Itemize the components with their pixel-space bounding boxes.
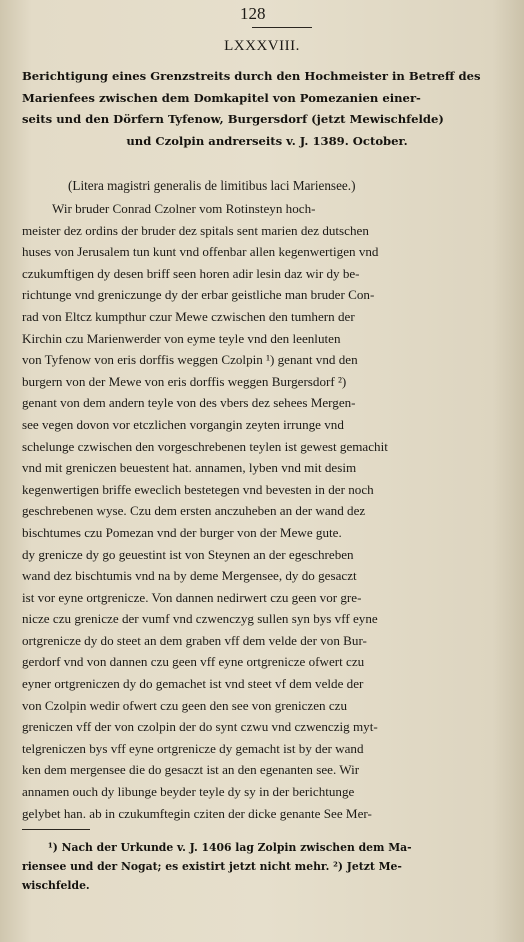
footnote-line: riensee und der Nogat; es existirt jetzt nicht mehr. ²) Jetzt Me- (22, 860, 402, 873)
body-line: bischtumes czu Pomezan vnd der burger von der Mewe gute. (22, 524, 342, 540)
document-number: LXXXVIII. (224, 38, 300, 54)
body-line: greniczen vff der von czolpin der do synt czwu vnd czwenczig myt- (22, 719, 378, 735)
footnotes (22, 838, 512, 895)
body-line: ken dem mergensee die do gesaczt ist an den egenanten see. Wir (22, 762, 360, 778)
page-number: 128 (240, 4, 266, 23)
summary-line: Marienfees zwischen dem Domkapitel von Pomezanien einer- (22, 90, 421, 105)
body-line: huses von Jerusalem tun kunt vnd offenbar allen kegenwertigen vnd (22, 244, 379, 260)
summary-line: und Czolpin andrerseits v. J. 1389. October. (126, 133, 408, 148)
body-line: ist vor eyne ortgrenicze. Von dannen nedirwert czu geen vor gre- (22, 589, 362, 605)
body-line: eyner ortgreniczen dy do gemachet ist vnd steet vf dem velde der (22, 676, 364, 692)
body-line: kegenwertigen briffe eweclich bestetegen vnd bevesten in der noch (22, 481, 374, 497)
summary-line: Berichtigung eines Grenzstreits durch den Hochmeister in Betreff des (22, 69, 481, 83)
litera-heading: (Litera magistri generalis de limitibus laci Mariensee.) (68, 178, 356, 193)
footnote-rule (22, 829, 90, 830)
body-line: wand dez bischtumis vnd na by deme Mergensee, dy do gesaczt (22, 568, 357, 584)
body-line: nicze czu grenicze der vumf vnd czwenczyg sullen syn bys vff eyne (22, 611, 378, 627)
document-body (22, 198, 510, 824)
body-line: annamen ouch dy libunge beyder teyle dy sy in der berichtunge (22, 784, 355, 800)
body-line: dy grenicze dy go geuestint ist von Steynen an der egeschreben (22, 546, 354, 562)
body-line: schelunge czwischen den vorgeschrebenen teylen ist gewest gemachit (22, 438, 388, 454)
body-line: ortgrenicze dy do steet an dem graben vff dem velde der von Bur- (22, 632, 367, 648)
body-line: gelybet han. ab in czukumftegin cziten der dicke genante See Mer- (22, 805, 372, 821)
body-line: meister dez ordins der bruder dez spitals sent marien dez dutschen (22, 222, 369, 238)
header-rule (252, 27, 312, 28)
summary-line: seits und den Dörfern Tyfenow, Burgersdorf (jetzt Mewischfelde) (22, 112, 444, 126)
body-line: von Czolpin wedir ofwert czu geen den see von greniczen czu (22, 697, 348, 713)
body-line: vnd mit greniczen beuestent hat. annamen, lyben vnd mit desim (22, 460, 357, 476)
page-header (0, 4, 524, 28)
body-line: genant von dem andern teyle von des vbers dez sehees Mergen- (22, 395, 356, 411)
body-line: richtunge vnd greniczunge dy der erbar geistliche man bruder Con- (22, 287, 375, 303)
body-line: burgern von der Mewe von eris dorffis weggen Burgersdorf ²) (22, 373, 347, 389)
body-line: rad von Eltcz kumpthur czur Mewe czwischen den tumhern der (22, 308, 355, 324)
body-line: telgreniczen bys vff eyne ortgrenicze dy gemacht ist by der wand (22, 740, 364, 756)
body-line: gerdorf vnd von dannen czu geen vff eyne ortgrenicze ofwert czu (22, 654, 365, 670)
footnote-line: wischfelde. (22, 879, 90, 892)
document-summary (22, 66, 512, 152)
footnote-line: ¹) Nach der Urkunde v. J. 1406 lag Zolpin zwischen dem Ma- (48, 841, 412, 854)
body-line: von Tyfenow von eris dorffis weggen Czolpin ¹) genant vnd den (22, 352, 358, 368)
body-line: geschrebenen wyse. Czu dem ersten anczuheben an der wand dez (22, 503, 366, 519)
body-line: Kirchin czu Marienwerder von eyme teyle vnd den leenluten (22, 330, 341, 346)
body-line: czukumftigen dy desen briff seen horen adir lesin daz wir dy be- (22, 265, 360, 281)
body-line: see vegen dovon vor etczlichen vorgangin zeyten irrunge vnd (22, 416, 344, 432)
body-line: Wir bruder Conrad Czolner vom Rotinsteyn hoch- (52, 201, 316, 216)
